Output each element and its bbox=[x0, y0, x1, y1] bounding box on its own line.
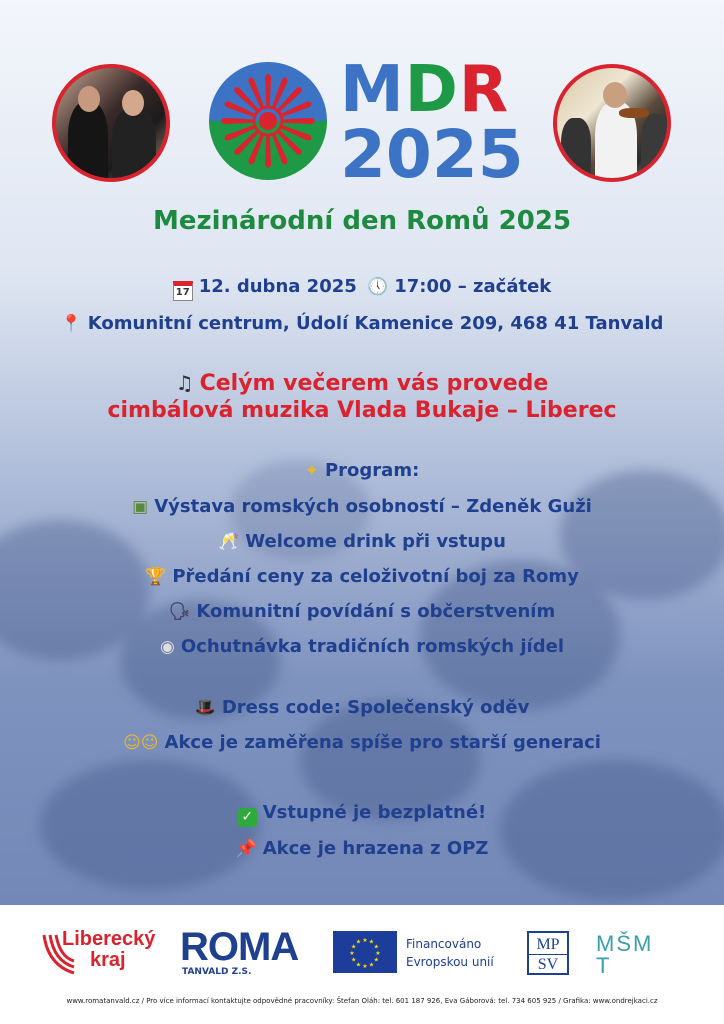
program-item bbox=[0, 636, 724, 657]
roma-logo-text: ROMA bbox=[180, 925, 299, 969]
msmt-logo: MŠMT bbox=[596, 931, 654, 978]
program-item bbox=[0, 566, 724, 587]
trophy-icon: 🏆 bbox=[145, 567, 167, 587]
eu-star-icon: ★ bbox=[368, 938, 375, 946]
framed-picture-icon: ▣ bbox=[132, 497, 149, 517]
clock-icon: 🕔 bbox=[367, 277, 389, 297]
photo-violinist bbox=[553, 64, 671, 182]
event-title: Mezinárodní den Romů 2025 bbox=[152, 206, 572, 236]
event-date: 12. dubna 2025 bbox=[198, 276, 357, 297]
eu-flag-icon bbox=[333, 931, 397, 973]
funding-text: Akce je hrazena z OPZ bbox=[262, 838, 489, 859]
eu-funding-text bbox=[406, 935, 494, 971]
pin-icon: 📍 bbox=[60, 314, 82, 334]
roma-logo-subtext: TANVALD Z.S. bbox=[182, 967, 252, 977]
mpsv-text-2: SV bbox=[529, 954, 567, 974]
mdr-letter-r: R bbox=[458, 53, 510, 127]
program-item-text: Komunitní povídání s občerstvením bbox=[196, 601, 556, 622]
program-item-text: Ochutnávka tradičních romských jídel bbox=[180, 636, 564, 657]
roma-tanvald-logo bbox=[180, 927, 298, 977]
year-heading: 2025 bbox=[340, 116, 524, 193]
eu-star-icon: ★ bbox=[362, 937, 368, 944]
roma-wheel-logo bbox=[209, 62, 327, 180]
liberecky-kraj-logo bbox=[62, 929, 155, 971]
funding-line bbox=[0, 838, 724, 859]
check-mark-icon: ✓ bbox=[238, 808, 257, 827]
mpsv-text-1: MP bbox=[536, 936, 560, 953]
top-hat-icon: 🎩 bbox=[194, 698, 216, 718]
program-item bbox=[0, 601, 724, 622]
free-entry-text: Vstupné je bezplatné! bbox=[262, 802, 487, 823]
program-item-text: Předání ceny za celoživotní boj za Romy bbox=[172, 566, 579, 587]
audience-text: Akce je zaměřena spíše pro starší generaci bbox=[164, 732, 601, 753]
pushpin-icon: 📌 bbox=[235, 839, 257, 859]
event-time: 17:00 – začátek bbox=[394, 276, 552, 297]
mdr-heading bbox=[340, 53, 510, 127]
footer-contact-note: www.romatanvald.cz / Pro více informací kontaktujte odpovědné pracovníky: Štefan Oláh: tel. 601 187 926, Eva Gáborová: tel. 734 605 925 / Grafika: www.ondrejkaci.cz bbox=[66, 997, 658, 1005]
program-heading bbox=[0, 460, 724, 481]
music-line-1 bbox=[0, 371, 724, 396]
music-line-2: cimbálová muzika Vlada Bukaje – Liberec bbox=[107, 398, 617, 423]
program-heading-text: Program: bbox=[324, 460, 420, 481]
audience-line bbox=[0, 732, 724, 753]
eu-star-icon: ★ bbox=[375, 950, 381, 957]
dizzy-star-icon: ✦ bbox=[304, 461, 319, 481]
calendar-icon: 17 bbox=[173, 281, 193, 301]
eu-text-1: Financováno bbox=[406, 937, 482, 951]
eu-star-icon: ★ bbox=[351, 943, 357, 951]
location-line bbox=[0, 313, 724, 334]
event-location: Komunitní centrum, Údolí Kamenice 209, 468 41 Tanvald bbox=[87, 313, 664, 334]
eu-star-icon: ★ bbox=[355, 938, 362, 946]
eu-star-icon: ★ bbox=[362, 963, 368, 970]
program-item bbox=[0, 496, 724, 517]
program-item-text: Výstava romských osobností – Zdeněk Guži bbox=[154, 496, 592, 517]
eu-star-icon: ★ bbox=[355, 961, 362, 969]
eu-text-2: Evropskou unií bbox=[406, 955, 494, 969]
plate-icon: ◉ bbox=[160, 637, 175, 657]
mdr-letter-m: M bbox=[340, 53, 405, 127]
eu-star-icon: ★ bbox=[373, 956, 379, 964]
free-entry-line bbox=[0, 802, 724, 827]
program-item bbox=[0, 531, 724, 552]
date-time-line bbox=[0, 276, 724, 301]
eu-star-icon: ★ bbox=[351, 956, 357, 964]
music-text-1: Celým večerem vás provede bbox=[199, 371, 549, 396]
champagne-glasses-icon: 🥂 bbox=[218, 532, 240, 552]
eu-star-icon: ★ bbox=[373, 943, 379, 951]
speaking-head-icon: 🗣 bbox=[168, 602, 191, 622]
photo-two-women bbox=[52, 64, 170, 182]
music-notes-icon: ♫ bbox=[175, 371, 194, 395]
elderly-people-icon: ☺☺ bbox=[123, 733, 159, 753]
eu-star-icon: ★ bbox=[349, 950, 355, 957]
liberecky-kraj-text-1: Liberecký bbox=[62, 928, 156, 950]
dress-code-text: Dress code: Společenský oděv bbox=[221, 697, 530, 718]
liberecky-kraj-text-2: kraj bbox=[90, 949, 126, 971]
sponsor-footer bbox=[0, 905, 724, 1024]
program-item-text: Welcome drink při vstupu bbox=[245, 531, 506, 552]
dress-code-line bbox=[0, 697, 724, 718]
mdr-letter-d: D bbox=[404, 53, 459, 127]
mpsv-logo bbox=[527, 931, 569, 975]
eu-star-icon: ★ bbox=[368, 961, 375, 969]
